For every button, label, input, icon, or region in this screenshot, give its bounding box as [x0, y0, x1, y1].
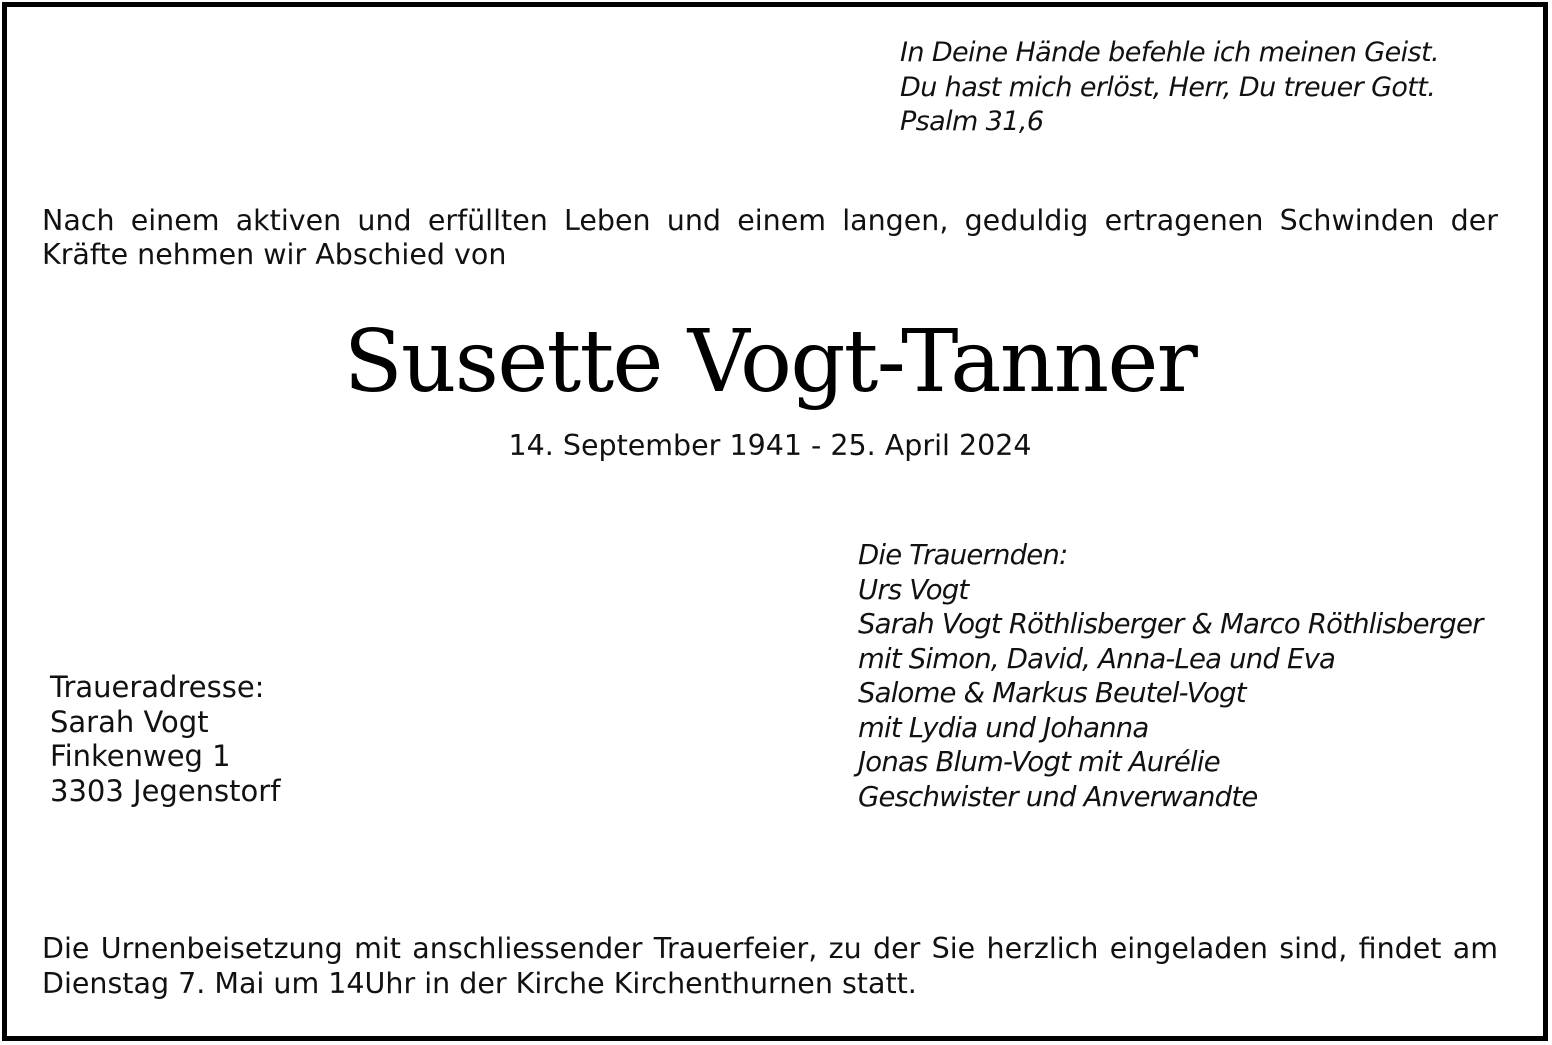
closing-paragraph: Die Urnenbeisetzung mit anschliessender Trauerfeier, zu der Sie herzlich eingeladen sind, findet am Dienstag 7. Mai um 14Uhr in der Kirche Kirchenthurnen statt.	[42, 932, 1498, 1000]
address-street: Finkenweg 1	[50, 739, 231, 773]
obituary-frame	[2, 2, 1548, 1041]
bible-verse	[900, 36, 1439, 140]
mourner-line: Geschwister und Anverwandte	[858, 780, 1258, 813]
mourning-address	[50, 670, 280, 808]
mourner-line: mit Lydia und Johanna	[858, 711, 1149, 744]
address-city: 3303 Jegenstorf	[50, 773, 281, 808]
verse-reference: Psalm 31,6	[900, 106, 1044, 137]
mourner-line: Sarah Vogt Röthlisberger & Marco Röthlisberger	[858, 608, 1483, 640]
mourner-line: mit Simon, David, Anna-Lea und Eva	[858, 642, 1336, 675]
deceased-name: Susette Vogt-Tanner	[343, 312, 1197, 412]
address-name: Sarah Vogt	[50, 704, 209, 739]
life-dates: 14. September 1941 - 25. April 2024	[508, 429, 1032, 462]
verse-line: In Deine Hände befehle ich meinen Geist.	[900, 37, 1439, 68]
intro-paragraph: Nach einem aktiven und erfüllten Leben und einem langen, geduldig ertragenen Schwinden der Kräfte nehmen wir Abschied von	[42, 204, 1498, 271]
mourners-list	[858, 538, 1483, 814]
mourner-line: Jonas Blum-Vogt mit Aurélie	[858, 746, 1220, 778]
mourner-line: Urs Vogt	[858, 573, 969, 606]
verse-line: Du hast mich erlöst, Herr, Du treuer Gott.	[900, 71, 1436, 103]
address-heading: Traueradresse:	[50, 670, 265, 704]
mourner-line: Salome & Markus Beutel-Vogt	[858, 677, 1246, 709]
mourners-heading: Die Trauernden:	[858, 539, 1068, 571]
